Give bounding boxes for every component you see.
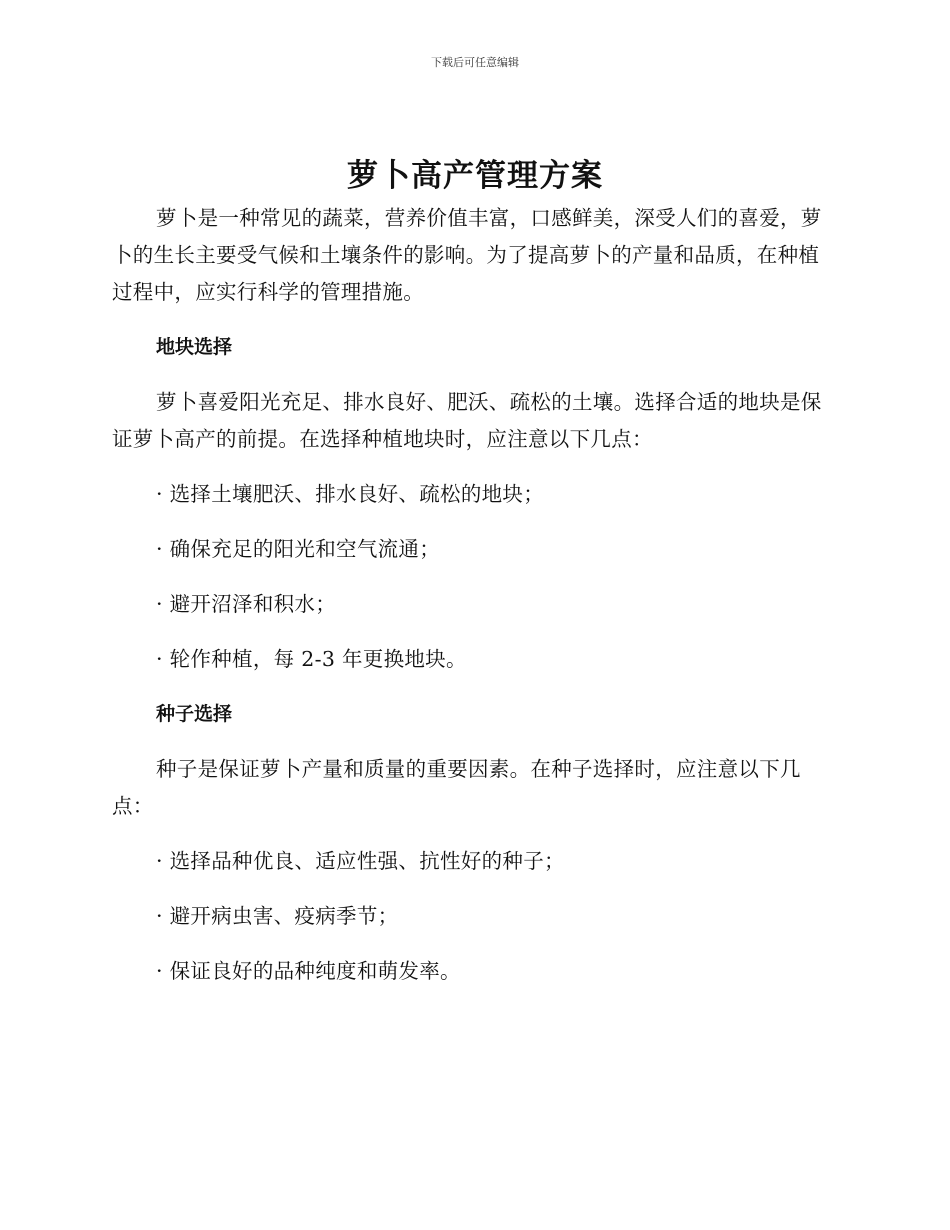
section-paragraph: 萝卜喜爱阳光充足、排水良好、肥沃、疏松的土壤。选择合适的地块是保证萝卜高产的前提。在选择种植地块时，应注意以下几点： xyxy=(112,390,822,451)
document-title: 萝卜高产管理方案 xyxy=(347,158,603,194)
list-item: · 避开病虫害、疫病季节； xyxy=(156,904,399,928)
section-seed-selection xyxy=(112,696,832,990)
list-item: · 确保充足的阳光和空气流通； xyxy=(156,537,441,561)
list-item: · 选择土壤肥沃、排水良好、疏松的地块； xyxy=(156,482,545,506)
section-heading: 种子选择 xyxy=(156,703,233,725)
section-paragraph: 种子是保证萝卜产量和质量的重要因素。在种子选择时，应注意以下几点： xyxy=(112,757,801,818)
document-body xyxy=(112,200,832,990)
intro-paragraph: 萝卜是一种常见的蔬菜，营养价值丰富，口感鲜美，深受人们的喜爱，萝卜的生长主要受气候和土壤条件的影响。为了提高萝卜的产量和品质，在种植过程中，应实行科学的管理措施。 xyxy=(112,206,822,304)
section-plot-selection xyxy=(112,329,832,678)
section-heading: 地块选择 xyxy=(156,336,233,358)
list-item: · 避开沼泽和积水； xyxy=(156,592,337,616)
list-item: · 轮作种植，每 2-3 年更换地块。 xyxy=(156,647,467,671)
list-item: · 保证良好的品种纯度和萌发率。 xyxy=(156,959,461,983)
page-header: 下载后可任意编辑 xyxy=(431,56,519,69)
list-item: · 选择品种优良、适应性强、抗性好的种子； xyxy=(156,849,565,873)
